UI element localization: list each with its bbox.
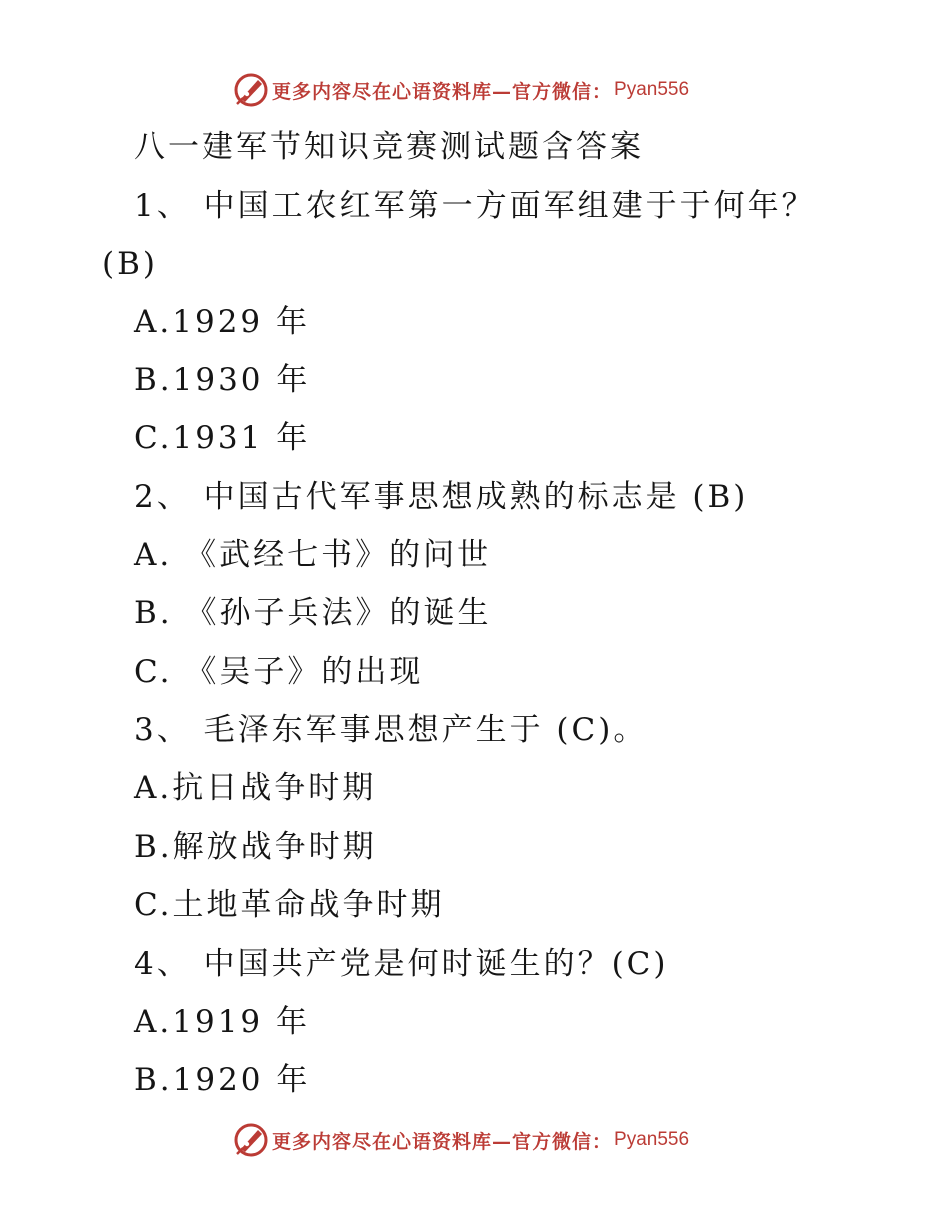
- question-3-option-c: C.土地革命战争时期: [134, 887, 445, 923]
- header-banner: [232, 70, 689, 110]
- footer-banner: [232, 1120, 689, 1160]
- question-2-option-b: B. 《孙子兵法》的诞生: [134, 595, 492, 631]
- pen-logo-icon: [232, 1121, 270, 1159]
- banner-text: 更多内容尽在心语资料库—官方微信：: [272, 1130, 613, 1153]
- question-1-answer: (B): [102, 246, 158, 282]
- question-1-stem: 1、 中国工农红军第一方面军组建于于何年？: [134, 188, 816, 224]
- question-1-option-b: B.1930 年: [134, 362, 311, 398]
- question-4-stem: 4、 中国共产党是何时诞生的？(C): [134, 946, 669, 982]
- banner-wechat-id: Pyan556: [614, 79, 690, 100]
- question-3-option-a: A.抗日战争时期: [134, 770, 377, 806]
- banner-text: 更多内容尽在心语资料库—官方微信：: [272, 80, 613, 103]
- document-title: 八一建军节知识竞赛测试题含答案: [134, 129, 644, 165]
- question-3-option-b: B.解放战争时期: [134, 829, 377, 865]
- question-4-option-a: A.1919 年: [134, 1004, 310, 1040]
- question-4-option-b: B.1920 年: [134, 1062, 311, 1098]
- question-1-option-c: C.1931 年: [134, 420, 311, 456]
- question-3-stem: 3、 毛泽东军事思想产生于 (C)。: [134, 712, 648, 748]
- banner-wechat-id: Pyan556: [614, 1129, 690, 1150]
- pen-logo-icon: [232, 71, 270, 109]
- question-2-option-a: A. 《武经七书》的问世: [134, 537, 492, 573]
- question-2-option-c: C. 《吴子》的出现: [134, 654, 424, 690]
- question-1-option-a: A.1929 年: [134, 304, 310, 340]
- question-2-stem: 2、 中国古代军事思想成熟的标志是 (B): [134, 479, 749, 515]
